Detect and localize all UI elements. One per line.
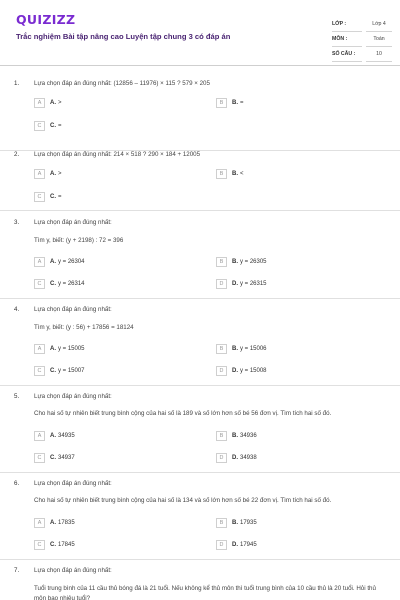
option-text: 17935 xyxy=(240,520,257,526)
question-number: 4. xyxy=(14,306,20,313)
option-key: B. xyxy=(232,346,238,352)
question-4 xyxy=(0,306,400,386)
option-text: y = 15005 xyxy=(58,346,85,352)
question-number: 7. xyxy=(14,567,20,574)
option-b[interactable] xyxy=(216,344,267,354)
option-key: D. xyxy=(232,281,238,287)
option-text: y = 15007 xyxy=(58,368,85,374)
option-key: B. xyxy=(232,100,238,106)
question-number: 6. xyxy=(14,480,20,487)
option-key: A. xyxy=(50,100,56,106)
option-key: B. xyxy=(232,520,238,526)
option-text: 34937 xyxy=(58,455,75,461)
meta-value-subject: Toán xyxy=(366,32,392,47)
question-text: Lựa chọn đáp án đúng nhất: xyxy=(34,219,112,226)
option-letter-box: C xyxy=(34,366,45,376)
quizizz-logo: QUIZIZZ xyxy=(16,12,76,27)
option-key: A. xyxy=(50,171,56,177)
meta-value-grade: Lớp 4 xyxy=(366,17,392,32)
option-letter-box: C xyxy=(34,279,45,289)
option-a[interactable] xyxy=(34,344,85,354)
option-key: C. xyxy=(50,455,56,461)
option-a[interactable] xyxy=(34,257,85,267)
meta-labels xyxy=(332,17,362,62)
question-number: 2. xyxy=(14,151,20,158)
option-text: 17845 xyxy=(58,542,75,548)
option-c[interactable] xyxy=(34,279,85,289)
option-key: B. xyxy=(232,171,238,177)
option-b[interactable] xyxy=(216,518,257,528)
option-letter-box: A xyxy=(34,257,45,267)
question-6 xyxy=(0,480,400,560)
option-b[interactable] xyxy=(216,98,244,108)
question-detail: Tìm y, biết: (y : 56) + 17856 = 18124 xyxy=(34,324,134,331)
option-d[interactable] xyxy=(216,540,257,550)
question-detail: Tuổi trung bình của 11 cầu thủ bóng đá là 21 tuổi. Nếu không kể thủ môn thì tuổi trung bình của 10 cầu thủ là 20 tuổi. Hỏi thủ môn bao nhiêu tuổi? xyxy=(34,585,376,600)
meta-values xyxy=(366,17,392,62)
option-letter-box: D xyxy=(216,453,227,463)
option-text: > xyxy=(58,171,62,177)
option-letter-box: A xyxy=(34,98,45,108)
option-b[interactable] xyxy=(216,169,244,179)
option-letter-box: B xyxy=(216,518,227,528)
option-letter-box: B xyxy=(216,98,227,108)
question-number: 3. xyxy=(14,219,20,226)
option-key: D. xyxy=(232,542,238,548)
meta-label-subject: MÔN : xyxy=(332,32,362,47)
option-a[interactable] xyxy=(34,431,75,441)
question-text: Lựa chọn đáp án đúng nhất: xyxy=(34,567,112,574)
option-key: A. xyxy=(50,433,56,439)
option-c[interactable] xyxy=(34,192,62,202)
option-a[interactable] xyxy=(34,98,62,108)
meta-value-count: 10 xyxy=(366,47,392,62)
option-c[interactable] xyxy=(34,121,62,131)
question-number: 1. xyxy=(14,80,20,87)
option-text: > xyxy=(58,100,62,106)
option-letter-box: D xyxy=(216,366,227,376)
option-text: = xyxy=(240,100,244,106)
option-text: 34936 xyxy=(240,433,257,439)
question-text: Lựa chọn đáp án đúng nhất: (12856 – 11976) × 115 ? 579 × 205 xyxy=(34,80,210,87)
option-text: 34938 xyxy=(240,455,257,461)
option-key: C. xyxy=(50,368,56,374)
question-text: Lựa chọn đáp án đúng nhất: xyxy=(34,306,112,313)
option-letter-box: A xyxy=(34,169,45,179)
option-text: = xyxy=(58,123,62,129)
option-key: A. xyxy=(50,520,56,526)
option-letter-box: C xyxy=(34,540,45,550)
option-letter-box: B xyxy=(216,257,227,267)
option-key: D. xyxy=(232,368,238,374)
option-text: y = 26305 xyxy=(240,259,267,265)
question-detail: Tìm y, biết: (y + 2198) : 72 = 396 xyxy=(34,237,124,244)
option-key: C. xyxy=(50,542,56,548)
option-letter-box: D xyxy=(216,279,227,289)
meta-label-grade: LỚP : xyxy=(332,17,362,32)
option-key: A. xyxy=(50,259,56,265)
question-number: 5. xyxy=(14,393,20,400)
option-text: y = 15008 xyxy=(240,368,267,374)
option-a[interactable] xyxy=(34,169,62,179)
option-letter-box: C xyxy=(34,121,45,131)
option-letter-box: C xyxy=(34,192,45,202)
option-text: y = 26314 xyxy=(58,281,85,287)
option-text: y = 26304 xyxy=(58,259,85,265)
question-text: Lựa chọn đáp án đúng nhất: 214 × 518 ? 290 × 184 + 12005 xyxy=(34,151,201,158)
option-b[interactable] xyxy=(216,431,257,441)
question-text: Lựa chọn đáp án đúng nhất: xyxy=(34,393,112,400)
option-d[interactable] xyxy=(216,366,267,376)
option-text: 34935 xyxy=(58,433,75,439)
question-1 xyxy=(0,66,400,151)
option-key: B. xyxy=(232,433,238,439)
option-key: B. xyxy=(232,259,238,265)
question-7 xyxy=(0,567,400,600)
option-key: C. xyxy=(50,194,56,200)
option-key: A. xyxy=(50,346,56,352)
option-key: D. xyxy=(232,455,238,461)
question-2 xyxy=(0,151,400,211)
option-text: < xyxy=(240,171,244,177)
question-detail: Cho hai số tự nhiên biết trung bình cộng của hai số là 189 và số lớn hơn số bé 56 đơn vị. Tìm tích hai số đó. xyxy=(34,410,332,417)
option-d[interactable] xyxy=(216,453,257,463)
option-text: = xyxy=(58,194,62,200)
option-letter-box: B xyxy=(216,169,227,179)
question-text: Lựa chọn đáp án đúng nhất: xyxy=(34,480,112,487)
option-a[interactable] xyxy=(34,518,75,528)
option-c[interactable] xyxy=(34,366,85,376)
question-3 xyxy=(0,219,400,299)
option-letter-box: B xyxy=(216,431,227,441)
option-key: C. xyxy=(50,123,56,129)
option-d[interactable] xyxy=(216,279,267,289)
option-letter-box: A xyxy=(34,344,45,354)
page-header xyxy=(0,0,400,66)
option-letter-box: A xyxy=(34,518,45,528)
question-5 xyxy=(0,393,400,473)
option-b[interactable] xyxy=(216,257,267,267)
option-letter-box: A xyxy=(34,431,45,441)
option-text: 17835 xyxy=(58,520,75,526)
option-letter-box: B xyxy=(216,344,227,354)
option-c[interactable] xyxy=(34,540,75,550)
question-detail: Cho hai số tự nhiên biết trung bình cộng của hai số là 134 và số lớn hơn số bé 22 đơn vị. Tìm tích hai số đó. xyxy=(34,497,332,504)
option-text: y = 15006 xyxy=(240,346,267,352)
option-text: y = 26315 xyxy=(240,281,267,287)
page-title: Trắc nghiệm Bài tập nâng cao Luyện tập chung 3 có đáp án xyxy=(16,32,231,41)
option-letter-box: C xyxy=(34,453,45,463)
meta-label-count: SỐ CÂU : xyxy=(332,47,362,62)
option-c[interactable] xyxy=(34,453,75,463)
option-text: 17945 xyxy=(240,542,257,548)
option-key: C. xyxy=(50,281,56,287)
option-letter-box: D xyxy=(216,540,227,550)
